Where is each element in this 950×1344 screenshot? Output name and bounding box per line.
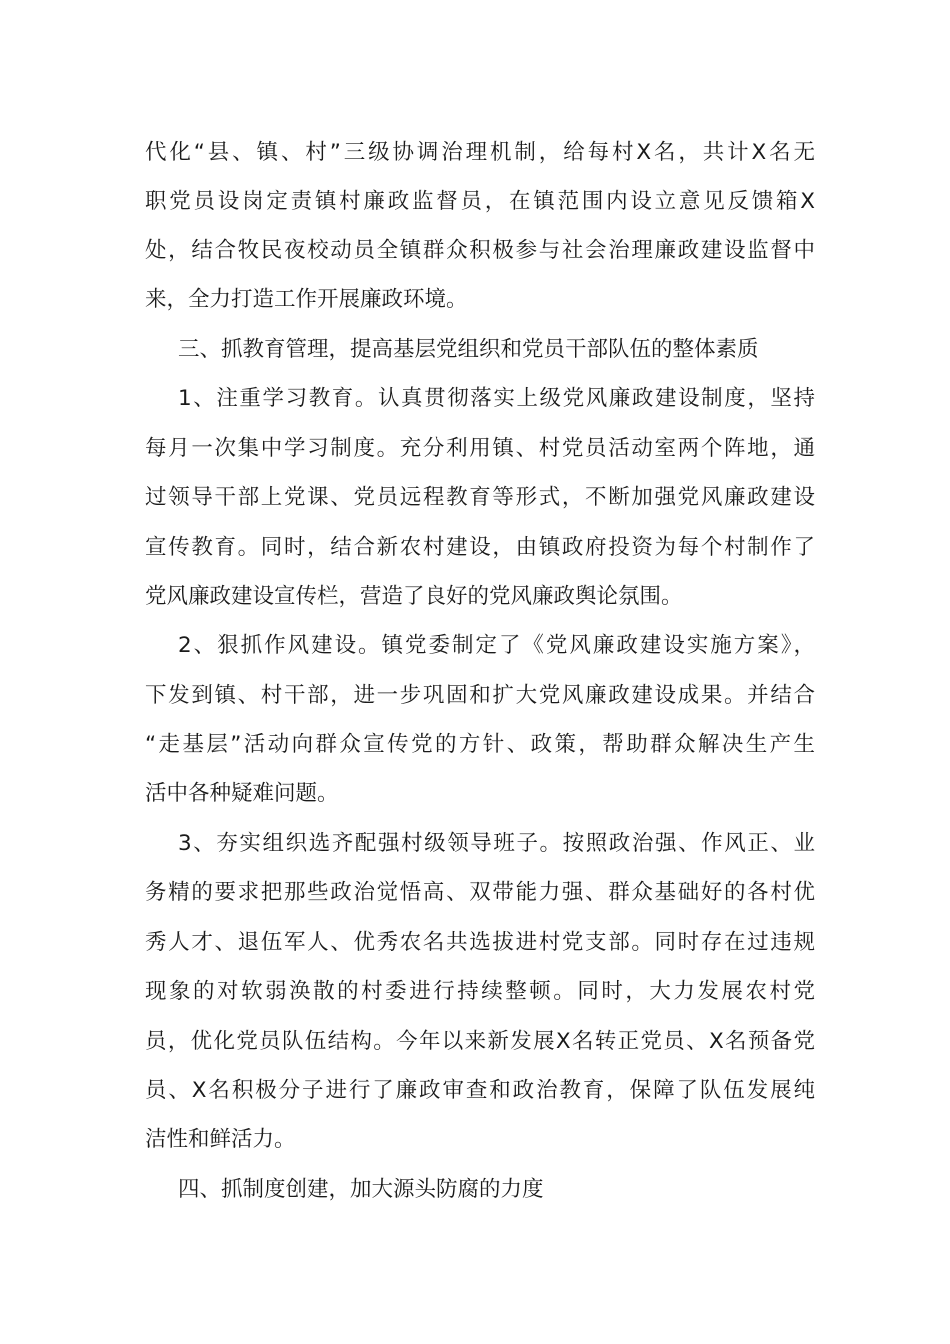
paragraph-line: 每月一次集中学习制度。充分利用镇、村党员活动室两个阵地，通 — [145, 436, 815, 461]
paragraph-line: 来，全力打造工作开展廉政环境。 — [145, 287, 468, 312]
paragraph-line: 员，优化党员队伍结构。今年以来新发展X名转正党员、X名预备党 — [145, 1029, 815, 1054]
paragraph-line: 3、夯实组织选齐配强村级领导班子。按照政治强、作风正、业 — [178, 831, 815, 856]
paragraph-line: 秀人才、退伍军人、优秀农名共选拔进村党支部。同时存在过违规 — [145, 930, 815, 955]
paragraph-line: 过领导干部上党课、党员远程教育等形式，不断加强党风廉政建设 — [145, 485, 815, 510]
paragraph-line: 职党员设岗定责镇村廉政监督员，在镇范围内设立意见反馈箱X — [145, 189, 815, 214]
paragraph-line: 代化“县、镇、村”三级协调治理机制，给每村X名，共计X名无 — [145, 140, 815, 165]
paragraph-line: 党风廉政建设宣传栏，营造了良好的党风廉政舆论氛围。 — [145, 584, 683, 609]
paragraph-line: “走基层”活动向群众宣传党的方针、政策，帮助群众解决生产生 — [145, 732, 815, 757]
paragraph-line: 2、狠抓作风建设。镇党委制定了《党风廉政建设实施方案》， — [178, 633, 815, 658]
paragraph-line: 处，结合牧民夜校动员全镇群众积极参与社会治理廉政建设监督中 — [145, 238, 815, 263]
paragraph-line: 现象的对软弱涣散的村委进行持续整顿。同时，大力发展农村党 — [145, 979, 815, 1004]
paragraph-line: 务精的要求把那些政治觉悟高、双带能力强、群众基础好的各村优 — [145, 880, 815, 905]
paragraph-line: 活中各种疑难问题。 — [145, 781, 339, 806]
paragraph-line: 员、X名积极分子进行了廉政审查和政治教育，保障了队伍发展纯 — [145, 1078, 815, 1103]
paragraph-line: 宣传教育。同时，结合新农村建设，由镇政府投资为每个村制作了 — [145, 535, 815, 560]
paragraph-line: 洁性和鲜活力。 — [145, 1127, 296, 1152]
section-heading: 四、抓制度创建，加大源头防腐的力度 — [178, 1177, 544, 1202]
section-heading: 三、抓教育管理，提高基层党组织和党员干部队伍的整体素质 — [178, 337, 759, 362]
paragraph-line: 1、注重学习教育。认真贯彻落实上级党风廉政建设制度，坚持 — [178, 386, 815, 411]
paragraph-line: 下发到镇、村干部，进一步巩固和扩大党风廉政建设成果。并结合 — [145, 683, 815, 708]
